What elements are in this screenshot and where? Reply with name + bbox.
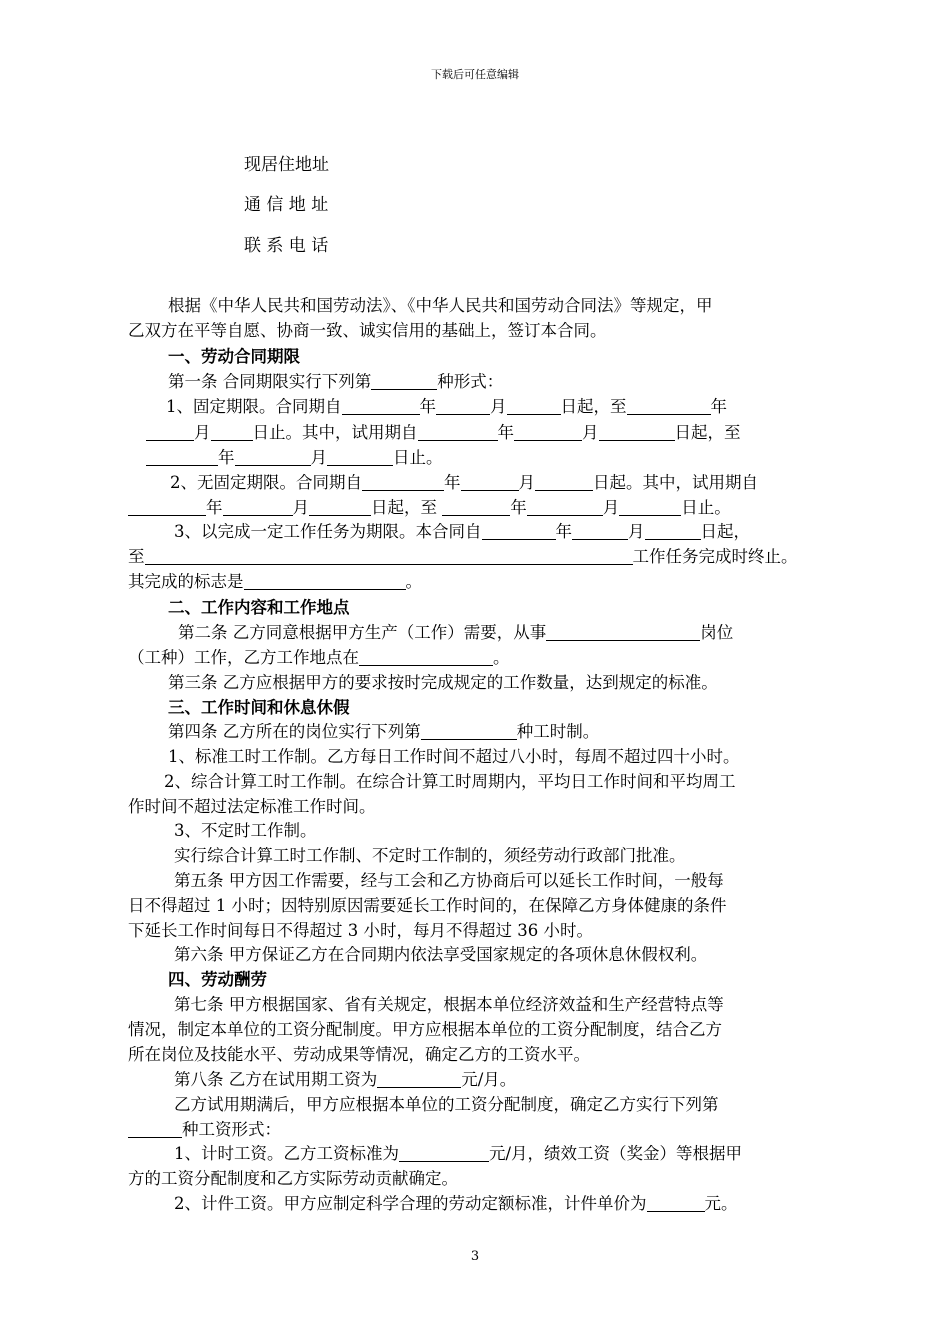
line-text: 第四条 乙方所在的岗位实行下列第 [168, 722, 421, 741]
line-text: 月 [310, 448, 327, 467]
line-text: 工作任务完成时终止。 [632, 547, 798, 566]
line-text: 日起，至 [674, 423, 741, 442]
contract-line [168, 721, 599, 743]
line-text: 岗位 [700, 623, 734, 642]
blank-fill-line[interactable] [128, 1121, 182, 1138]
line-text: 年 [206, 498, 223, 517]
contract-line [128, 1168, 458, 1190]
line-text: 元/月。 [461, 1070, 517, 1089]
contract-line [128, 647, 510, 669]
line-text: 月 [582, 423, 599, 442]
contract-line [128, 1019, 722, 1041]
blank-fill-line[interactable] [342, 398, 420, 415]
line-text: 实行综合计算工时工作制、不定时工作制的，须经劳动行政部门批准。 [174, 846, 686, 865]
blank-fill-line[interactable] [146, 424, 194, 441]
line-text: 第三条 乙方应根据甲方的要求按时完成规定的工作数量，达到规定的标准。 [168, 673, 718, 692]
line-text: 年 [710, 397, 727, 416]
line-text: 日起，至 [560, 397, 627, 416]
blank-fill-line[interactable] [546, 624, 700, 641]
contract-line [128, 920, 593, 942]
line-text: 第八条 乙方在试用期工资为 [174, 1070, 378, 1089]
blank-fill-line[interactable] [377, 1071, 461, 1088]
line-text: 第一条 合同期限实行下列第 [168, 372, 372, 391]
contract-line [128, 1119, 281, 1141]
section-3-heading [168, 697, 350, 719]
blank-fill-line[interactable] [399, 1145, 489, 1162]
line-text: 种形式： [437, 372, 504, 391]
line-text: 1、计时工资。乙方工资标准为 [174, 1144, 399, 1163]
line-text: 年 [444, 473, 461, 492]
line-text: 月 [602, 498, 620, 517]
line-text: 1、标准工时工作制。乙方每日工作时间不超过八小时，每周不超过四十小时。 [168, 747, 740, 766]
line-text: 2、计件工资。甲方应制定科学合理的劳动定额标准，计件单价为 [174, 1194, 647, 1213]
blank-fill-line[interactable] [128, 499, 206, 516]
blank-fill-line[interactable] [645, 523, 701, 540]
section-2-heading [168, 597, 350, 619]
contract-line [168, 371, 503, 393]
blank-fill-line[interactable] [482, 523, 556, 540]
line-text: 年 [497, 423, 514, 442]
line-text: 第六条 甲方保证乙方在合同期内依法享受国家规定的各项休息休假权利。 [174, 945, 708, 964]
blank-fill-line[interactable] [599, 424, 675, 441]
line-text: 至 [128, 547, 145, 566]
line-text: 日不得超过 1 小时；因特别原因需要延长工作时间的，在保障乙方身体健康的条件 [128, 896, 727, 915]
line-text: 四、劳动酬劳 [168, 970, 267, 989]
blank-fill-line[interactable] [211, 424, 253, 441]
line-text: 日起，至 [371, 498, 443, 517]
line-text: 种工资形式： [182, 1120, 281, 1139]
contract-line [128, 571, 422, 593]
blank-fill-line[interactable] [572, 523, 628, 540]
section-4-heading [168, 969, 267, 991]
blank-fill-line[interactable] [461, 474, 519, 491]
line-text: 乙方试用期满后，甲方应根据本单位的工资分配制度，确定乙方实行下列第 [174, 1095, 719, 1114]
line-text: 日止。 [393, 448, 443, 467]
blank-fill-line[interactable] [507, 398, 561, 415]
contract-line [174, 521, 750, 543]
contract-line [146, 447, 443, 469]
blank-fill-line[interactable] [146, 449, 218, 466]
blank-fill-line[interactable] [619, 499, 681, 516]
line-text: 月 [292, 498, 309, 517]
line-text: 元/月，绩效工资（奖金）等根据甲 [489, 1144, 743, 1163]
line-text: 3、不定时工作制。 [174, 821, 317, 840]
contract-line [174, 845, 686, 867]
line-text: 2、综合计算工时工作制。在综合计算工时周期内，平均日工作时间和平均周工 [164, 772, 736, 791]
line-text: 年 [419, 397, 436, 416]
contract-line [174, 994, 724, 1016]
contract-line [128, 895, 727, 917]
residence-address-label: 现居住地址 [244, 155, 329, 175]
line-text: 2、无固定期限。合同期自 [170, 473, 362, 492]
blank-fill-line[interactable] [627, 398, 711, 415]
blank-fill-line[interactable] [309, 499, 371, 516]
contract-line [168, 746, 740, 768]
mailing-address-label: 通 信 地 址 [244, 195, 329, 215]
line-text: 第五条 甲方因工作需要，经与工会和乙方协商后可以延长工作时间，一般每 [174, 871, 724, 890]
contract-line [128, 546, 798, 568]
line-text: 1、固定期限。合同期自 [166, 397, 342, 416]
line-text: 年 [218, 448, 235, 467]
phone-label: 联 系 电 话 [244, 236, 329, 256]
line-text: 月 [490, 397, 507, 416]
line-text: 年 [555, 522, 572, 541]
contract-line [166, 396, 727, 418]
contract-intro [168, 295, 713, 317]
blank-fill-line[interactable] [244, 573, 406, 590]
line-text: 3、以完成一定工作任务为期限。本合同自 [174, 522, 482, 541]
contract-line [128, 497, 731, 519]
line-text: 月 [518, 473, 535, 492]
line-text: 第二条 乙方同意根据甲方生产（工作）需要，从事 [178, 623, 547, 642]
line-text: 其完成的标志是 [128, 572, 244, 591]
line-text: 二、工作内容和工作地点 [168, 598, 350, 617]
line-text: 元。 [704, 1194, 738, 1213]
blank-fill-line[interactable] [223, 499, 293, 516]
blank-fill-line[interactable] [535, 474, 593, 491]
line-text: 根据《中华人民共和国劳动法》、《中华人民共和国劳动合同法》等规定，甲 [168, 296, 713, 315]
contract-line [128, 796, 376, 818]
line-text: 乙双方在平等自愿、协商一致、诚实信用的基础上，签订本合同。 [128, 321, 607, 340]
blank-fill-line[interactable] [418, 424, 498, 441]
line-text: 一、劳动合同期限 [168, 347, 300, 366]
contract-line [168, 672, 718, 694]
contract-line [174, 870, 724, 892]
contract-line [128, 1044, 590, 1066]
blank-fill-line[interactable] [647, 1195, 705, 1212]
line-text: 三、工作时间和休息休假 [168, 698, 350, 717]
line-text: （工种）工作，乙方工作地点在 [128, 648, 359, 667]
line-text: 日起。其中，试用期自 [593, 473, 758, 492]
contract-line [174, 1069, 516, 1091]
line-text: 月 [628, 522, 645, 541]
blank-fill-line[interactable] [327, 449, 393, 466]
line-text: 日止。 [681, 498, 731, 517]
contract-line [164, 771, 736, 793]
section-1-heading [168, 346, 300, 368]
line-text: 日起， [700, 522, 750, 541]
contract-line [174, 944, 707, 966]
blank-fill-line[interactable] [421, 723, 517, 740]
line-text: 方的工资分配制度和乙方实际劳动贡献确定。 [128, 1169, 458, 1188]
line-text: 所在岗位及技能水平、劳动成果等情况，确定乙方的工资水平。 [128, 1045, 590, 1064]
blank-fill-line[interactable] [527, 499, 603, 516]
contract-line [146, 422, 741, 444]
blank-fill-line[interactable] [145, 548, 633, 565]
line-text: 。 [405, 572, 422, 591]
line-text: 作时间不超过法定标准工作时间。 [128, 797, 376, 816]
blank-fill-line[interactable] [436, 398, 490, 415]
contract-line [178, 622, 733, 644]
line-text: 情况，制定本单位的工资分配制度。甲方应根据本单位的工资分配制度，结合乙方 [128, 1020, 722, 1039]
contract-line [128, 320, 607, 342]
blank-fill-line[interactable] [371, 373, 437, 390]
line-text: 下延长工作时间每日不得超过 3 小时，每月不得超过 36 小时。 [128, 921, 593, 940]
line-text: 第七条 甲方根据国家、省有关规定，根据本单位经济效益和生产经营特点等 [174, 995, 724, 1014]
line-text: 种工时制。 [516, 722, 600, 741]
page-number: 3 [470, 1249, 480, 1264]
line-text: 。 [493, 648, 510, 667]
contract-line [174, 820, 317, 842]
contract-line [174, 1193, 738, 1215]
contract-line [174, 1094, 719, 1116]
blank-fill-line[interactable] [359, 649, 493, 666]
line-text: 年 [510, 498, 527, 517]
line-text: 日止。其中，试用期自 [252, 423, 418, 442]
blank-fill-line[interactable] [362, 474, 444, 491]
contract-line [174, 1143, 742, 1165]
blank-fill-line[interactable] [442, 499, 510, 516]
blank-fill-line[interactable] [235, 449, 311, 466]
page-header: 下载后可任意编辑 [431, 68, 519, 81]
contract-line [170, 472, 758, 494]
blank-fill-line[interactable] [514, 424, 582, 441]
line-text: 月 [194, 423, 211, 442]
